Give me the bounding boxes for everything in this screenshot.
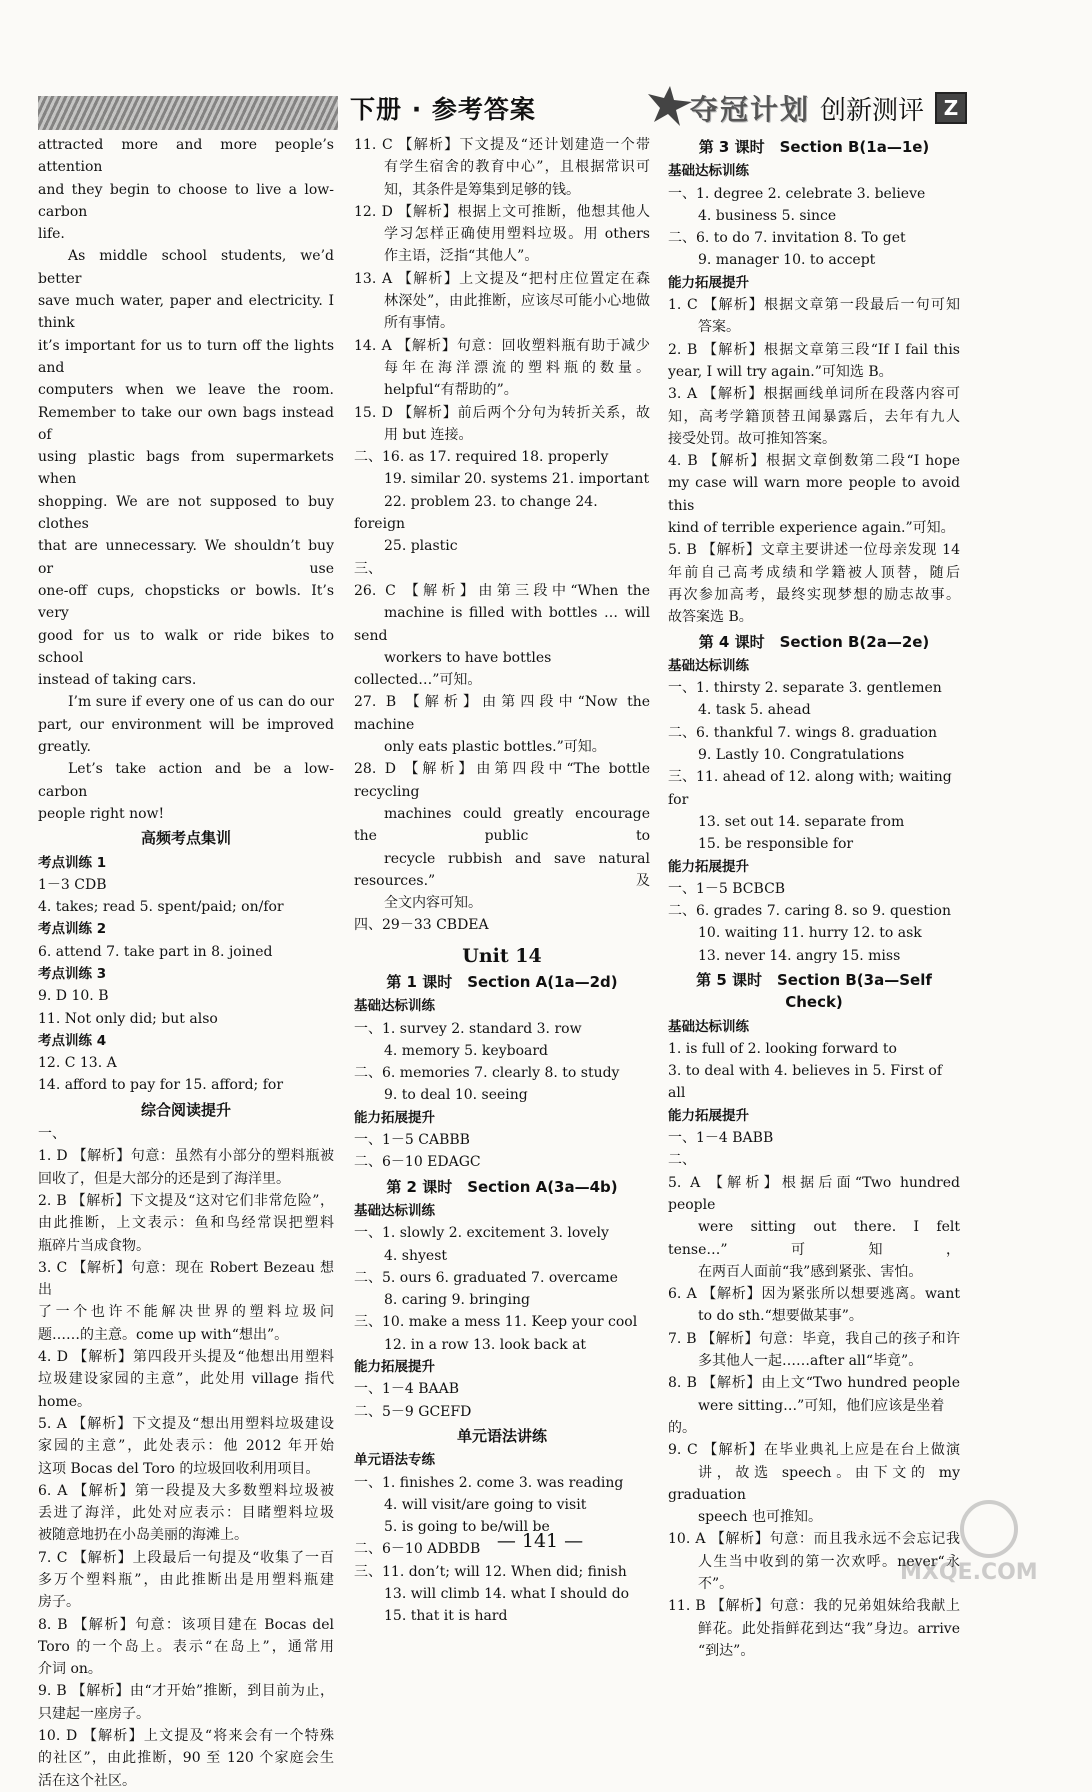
answer-line: 全文内容可知。 (384, 895, 482, 912)
header-decor-band (38, 96, 338, 130)
answer-line: good for us to walk or ride bikes to school (38, 627, 339, 666)
answer-line: 四、29－33 CBDEA (354, 917, 489, 934)
answer-line: 22. problem 23. to change 24. foreign (354, 493, 603, 533)
answer-line: 5. is going to be/will be (384, 1519, 550, 1536)
answer-line: 不”。 (698, 1576, 734, 1592)
subsection-label: 基础达标训练 (668, 1018, 749, 1035)
answer-line: 二、5. ours 6. graduated 7. overcame (354, 1269, 618, 1286)
answer-line: 人生当中收到的第一次欢呼。never“永 (698, 1553, 960, 1570)
answer-line: attracted more and more people’s attention (38, 137, 339, 176)
answer-line: 一、1. slowly 2. excitement 3. lovely (354, 1225, 609, 1242)
answer-line: that are unnecessary. We shouldn’t buy or use (38, 538, 339, 577)
subsection-label: 基础达标训练 (668, 657, 749, 674)
series-badge: Z (935, 92, 967, 124)
answer-line: 9. to deal 10. seeing (384, 1087, 528, 1104)
answer-line: 12. C 13. A (38, 1055, 117, 1072)
watermark (900, 1500, 1080, 1590)
answer-line: 9. B 【解析】由“才开始”推断，到目前为止， (38, 1683, 334, 1700)
answer-line: year, I will try again.”可知选 B。 (668, 363, 893, 380)
answer-line: kind of terrible experience again.”可知。 (668, 520, 955, 537)
answer-line: computers when we leave the room. (38, 382, 334, 399)
answer-column-middle (354, 134, 655, 1628)
answer-line: 14. afford to pay for 15. afford; for (38, 1077, 284, 1094)
answer-line: 丢进了海洋，此处对应表示：目睹塑料垃圾 (38, 1505, 334, 1522)
subsection-label: 考点训练 4 (38, 1032, 107, 1049)
answer-line: 8. B 【解析】由上文“Two hundred people (668, 1375, 960, 1392)
answer-line: 4. will visit/are going to visit (384, 1496, 587, 1513)
answer-line: 5. B 【解析】文章主要讲述一位母亲发现 14 (668, 542, 960, 559)
answer-line: 二、16. as 17. required 18. properly (354, 449, 609, 466)
answer-line: 1. D 【解析】句意：虽然有小部分的塑料瓶被 (38, 1148, 334, 1165)
answer-line: 多万个塑料瓶”，由此推断出是用塑料瓶建 (38, 1572, 334, 1588)
answer-line: 这项 Bocas del Toro 的垃圾回收利用项目。 (38, 1460, 320, 1477)
answer-line: 在两百人面前“我”感到紧张、害怕。 (698, 1263, 923, 1280)
answer-line: 二、6－10 ADBDB (354, 1541, 481, 1558)
answer-line: 11. Not only did; but also (38, 1010, 218, 1027)
answer-line: 二、 (668, 1152, 696, 1169)
answer-line: 2. B 【解析】下文提及“这对它们非常危险”， (38, 1192, 334, 1209)
answer-line: 题……的主意。come up with“想出”。 (38, 1326, 289, 1343)
answer-line: 6. attend 7. take part in 8. joined (38, 943, 273, 960)
answer-line: 由此推断，上文表示：鱼和鸟经常误把塑料 (38, 1215, 334, 1232)
answer-line: 13. will climb 14. what I should do (384, 1586, 630, 1602)
answer-line: 林深处”，由此推断，应该尽可能小心地做 (384, 293, 650, 310)
answer-line: Remember to take our own bags instead of (38, 404, 339, 443)
subsection-label: 基础达标训练 (668, 163, 749, 180)
answer-line: 一、1. survey 2. standard 3. row (354, 1020, 582, 1037)
answer-line: As middle school students, we’d better (38, 248, 339, 287)
section-heading: 第 1 课时 Section A(1a—2d) (386, 972, 618, 991)
answer-line: 一、1－5 BCBCB (668, 880, 786, 897)
subsection-label: 考点训练 3 (38, 965, 107, 982)
answer-line: 7. C 【解析】上段最后一句提及“收集了一百 (38, 1549, 334, 1566)
answer-line: to do sth.“想要做某事”。 (698, 1308, 863, 1325)
answer-line: greatly. (38, 739, 91, 756)
answer-line: recycle rubbish and save natural resources.”及 (354, 850, 655, 889)
answer-line: 5. A 【解析】下文提及“想出用塑料垃圾建设 (38, 1415, 334, 1432)
subsection-label: 单元语法专练 (354, 1452, 435, 1469)
section-heading: 第 4 课时 Section B(2a—2e) (698, 632, 930, 651)
answer-line: only eats plastic bottles.”可知。 (384, 739, 606, 756)
answer-line: 一、1－5 CABBB (354, 1132, 470, 1149)
answer-line: 年前自己高考成绩和学籍被人顶替，随后 (668, 564, 960, 581)
section-heading: 第 5 课时 Section B(3a—Self Check) (696, 970, 938, 1012)
answer-line: 26. C 【解析】由第三段中“When the (354, 582, 650, 599)
answer-line: 一、1. degree 2. celebrate 3. believe (668, 185, 926, 202)
answer-line: 4. D 【解析】第四段开头提及“他想出用塑料 (38, 1349, 334, 1366)
brand-logo (640, 84, 970, 128)
answer-line: part, our environment will be improved (38, 716, 334, 733)
answer-line: 9. D 10. B (38, 988, 109, 1005)
brand-name: 夺冠计划 (690, 93, 811, 126)
section-heading: 高频考点集训 (140, 829, 231, 848)
answer-line: 一、 (38, 1126, 66, 1143)
answer-line: 再次参加高考，最终实现梦想的励志故事。 (668, 586, 960, 603)
answer-line: 三、 (354, 560, 382, 577)
answer-line: 活在这个社区。 (38, 1772, 136, 1789)
answer-line: 知，其条件是筹集到足够的钱。 (384, 181, 580, 198)
answer-line: 15. that it is hard (384, 1608, 508, 1625)
answer-line: 28. D 【解析】由第四段中“The bottle recycling (354, 761, 655, 800)
answer-line: 13. A 【解析】上文提及“把村庄位置定在森 (354, 270, 650, 287)
answer-line: 多其他人一起……after all“毕竟”。 (698, 1353, 923, 1370)
answer-line: 瓶碎片当成食物。 (38, 1237, 150, 1254)
answer-line: 6. A 【解析】因为紧张所以想要逃离。want (668, 1286, 960, 1303)
answer-line: 4. task 5. ahead (698, 702, 811, 719)
answer-line: home。 (38, 1393, 92, 1410)
page-title: 下册 · 参考答案 (350, 95, 536, 124)
subsection-label: 基础达标训练 (354, 998, 435, 1015)
section-heading: 综合阅读提升 (140, 1100, 231, 1119)
answer-line: save much water, paper and electricity. I think (38, 293, 339, 332)
answer-line: 11. B 【解析】句意：我的兄弟姐妹给我献上 (668, 1598, 960, 1615)
answer-line: 10. waiting 11. hurry 12. to ask (698, 925, 922, 942)
answer-line: 二、6. thankful 7. wings 8. graduation (668, 724, 937, 741)
answer-line: 8. B 【解析】句意：该项目建在 Bocas del (38, 1616, 334, 1633)
answer-line: 三、10. make a mess 11. Keep your cool (354, 1314, 638, 1331)
answer-line: 有学生宿舍的教育中心”，且根据常识可 (384, 159, 650, 176)
answer-line: it’s important for us to turn off the lights and (38, 337, 339, 376)
answer-line: “到达”。 (698, 1642, 755, 1659)
answer-line: 作主语，泛指“其他人”。 (384, 248, 539, 265)
answer-line: were sitting out there. I felt tense…”可知， (668, 1219, 965, 1258)
watermark-text: MXQE.COM (900, 1560, 1038, 1585)
answer-line: I’m sure if every one of us can do our (68, 694, 334, 711)
answer-line: 25. plastic (384, 538, 458, 555)
answer-line: Toro 的一个岛上。表示“在岛上”，通常用 (38, 1638, 334, 1655)
answer-line: 10. A 【解析】句意：而且我永远不会忘记我 (668, 1531, 960, 1548)
answer-line: 二、6. memories 7. clearly 8. to study (354, 1065, 620, 1082)
answer-line: 三、11. don’t; will 12. When did; finish (354, 1563, 627, 1580)
section-heading: 第 2 课时 Section A(3a—4b) (386, 1177, 618, 1196)
answer-line: life. (38, 226, 65, 243)
answer-line: 3. C 【解析】句意：现在 Robert Bezeau 想出 (38, 1259, 334, 1299)
answer-line: 5. A 【解析】根据后面“Two hundred people (668, 1174, 965, 1213)
answer-line: 3. A 【解析】根据画线单词所在段落内容可 (668, 386, 960, 403)
answer-line: 二、6. grades 7. caring 8. so 9. question (668, 903, 951, 920)
answer-line: 讲，故选 speech。由下文的 my graduation (668, 1464, 965, 1503)
answer-line: 19. similar 20. systems 21. important (384, 471, 650, 488)
answer-line: 的社区”，由此推断，90 至 120 个家庭会生 (38, 1750, 334, 1767)
series-name: 创新测评 (820, 96, 925, 126)
answer-line: 8. caring 9. bringing (384, 1292, 530, 1309)
answer-line: 3. to deal with 4. believes in 5. First of all (668, 1063, 947, 1102)
section-heading: 第 3 课时 Section B(1a—1e) (698, 138, 930, 156)
answer-line: 知，高考学籍顶替丑闻暴露后，去年有九人 (668, 408, 960, 425)
answer-line: 9. manager 10. to accept (698, 252, 876, 269)
answer-line: 故答案选 B。 (668, 609, 753, 626)
section-heading: 单元语法讲练 (456, 1426, 547, 1445)
answer-line: 被随意地扔在小岛美丽的海滩上。 (38, 1527, 248, 1544)
answer-line: 4. shyest (384, 1247, 448, 1264)
answer-line: 二、5－9 GCEFD (354, 1403, 472, 1420)
answer-line: 接受处罚。故可推知答案。 (668, 430, 836, 447)
answer-line: 一、1－4 BABB (668, 1130, 774, 1147)
answer-line: 垃圾建设家园的主意”，此处用 village 指代 (38, 1371, 334, 1388)
answer-line: 了一个也许不能解决世界的塑料垃圾问 (38, 1304, 334, 1321)
answer-line: 4. B 【解析】根据文章倒数第二段“I hope (668, 453, 960, 470)
subsection-label: 能力拓展提升 (354, 1109, 435, 1126)
answer-line: 15. D 【解析】前后两个分句为转折关系，故 (354, 404, 650, 421)
answer-line: 一、1. thirsty 2. separate 3. gentlemen (668, 680, 942, 697)
answer-line: 只建起一座房子。 (38, 1705, 150, 1722)
subsection-label: 能力拓展提升 (668, 858, 749, 875)
answer-line: 鲜花。此处指鲜花到达“我”身边。arrive (698, 1620, 960, 1637)
answer-line: machine is filled with bottles … will send (354, 605, 655, 644)
answer-line: 二、6. to do 7. invitation 8. To get (668, 230, 906, 247)
answer-line: 12. in a row 13. look back at (384, 1336, 587, 1353)
answer-line: 1. C 【解析】根据文章第一段最后一句可知 (668, 297, 960, 314)
answer-line: 10. D 【解析】上文提及“将来会有一个特殊 (38, 1728, 334, 1745)
answer-line: 12. D 【解析】根据上文可推断，他想其他人 (354, 203, 650, 220)
subsection-label: 能力拓展提升 (668, 274, 749, 291)
subsection-label: 能力拓展提升 (354, 1359, 435, 1376)
answer-line: 4. business 5. since (698, 207, 837, 224)
answer-line: 13. set out 14. separate from (698, 813, 905, 830)
answer-line: 13. never 14. angry 15. miss (698, 947, 901, 964)
answer-line: machines could greatly encourage the public to (354, 805, 655, 845)
answer-line: 15. be responsible for (698, 836, 854, 853)
answer-line: 9. Lastly 10. Congratulations (698, 747, 905, 764)
answer-line: 7. B 【解析】句意：毕竟，我自己的孩子和许 (668, 1330, 960, 1347)
answer-line: 9. C 【解析】在毕业典礼上应是在台上做演 (668, 1442, 960, 1459)
answer-line: 4. takes; read 5. spent/paid; on/for (38, 899, 284, 916)
answer-line: instead of taking cars. (38, 672, 197, 689)
answer-line: and they begin to choose to live a low-carbon (38, 181, 334, 220)
answer-line: speech 也可推知。 (698, 1509, 823, 1526)
answer-line: 1. is full of 2. looking forward to (668, 1040, 897, 1057)
answer-line: 回收了，但是大部分的还是到了海洋里。 (38, 1170, 290, 1187)
answer-line: using plastic bags from supermarkets when (38, 449, 339, 488)
answer-line: 每年在海洋漂流的塑料瓶的数量。 (384, 359, 650, 376)
page-header (0, 0, 1092, 140)
answer-line: 2. B 【解析】根据文章第三段“If I fail this (668, 341, 960, 358)
answer-column-left (38, 134, 339, 1792)
answer-line: 1－3 CDB (38, 876, 107, 893)
subsection-label: 基础达标训练 (354, 1202, 435, 1219)
answer-line: 11. C 【解析】下文提及“还计划建造一个带 (354, 137, 650, 153)
answer-line: 6. A 【解析】第一段提及大多数塑料垃圾被 (38, 1482, 334, 1499)
answer-line: 14. A 【解析】句意：回收塑料瓶有助于减少 (354, 337, 650, 354)
section-heading: Unit 14 (462, 944, 542, 967)
answer-line: 介词 on。 (38, 1661, 102, 1678)
subsection-label: 考点训练 1 (38, 854, 107, 871)
answer-line: 答案。 (698, 319, 740, 336)
answer-column-right (668, 134, 965, 1662)
answer-line: 三、11. ahead of 12. along with; waiting for (668, 769, 957, 808)
answer-line: shopping. We are not supposed to buy clothes (38, 493, 339, 533)
answer-line: people right now! (38, 805, 165, 822)
answer-line: 二、6－10 EDAGC (354, 1154, 481, 1171)
answer-line: my case will warn more people to avoid this (668, 475, 965, 514)
answer-line: workers to have bottles collected…”可知。 (354, 649, 556, 689)
watermark-seal-icon (960, 1500, 1018, 1558)
answer-line: 家园的主意”，此处表示：他 2012 年开始 (38, 1438, 334, 1455)
answer-line: were sitting…”可知，他们应该是坐着的。 (668, 1397, 945, 1436)
answer-line: 4. memory 5. keyboard (384, 1042, 549, 1059)
answer-line: 一、1. finishes 2. come 3. was reading (354, 1474, 624, 1491)
answer-line: 学习怎样正确使用塑料垃圾。用 others (384, 226, 650, 243)
subsection-label: 考点训练 2 (38, 921, 107, 938)
answer-line: helpful“有帮助的”。 (384, 382, 518, 399)
answer-line: 一、1－4 BAAB (354, 1381, 460, 1398)
answer-line: Let’s take action and be a low-carbon (38, 761, 334, 800)
answer-line: one-off cups, chopsticks or bowls. It’s very (38, 582, 339, 622)
page-number: — 141 — (496, 1530, 584, 1552)
subsection-label: 能力拓展提升 (668, 1107, 749, 1124)
answer-line: 所有事情。 (384, 315, 454, 332)
answer-line: 27. B 【解析】由第四段中“Now the machine (354, 694, 655, 733)
answer-line: 房子。 (38, 1594, 80, 1611)
answer-line: 用 but 连接。 (384, 426, 473, 443)
